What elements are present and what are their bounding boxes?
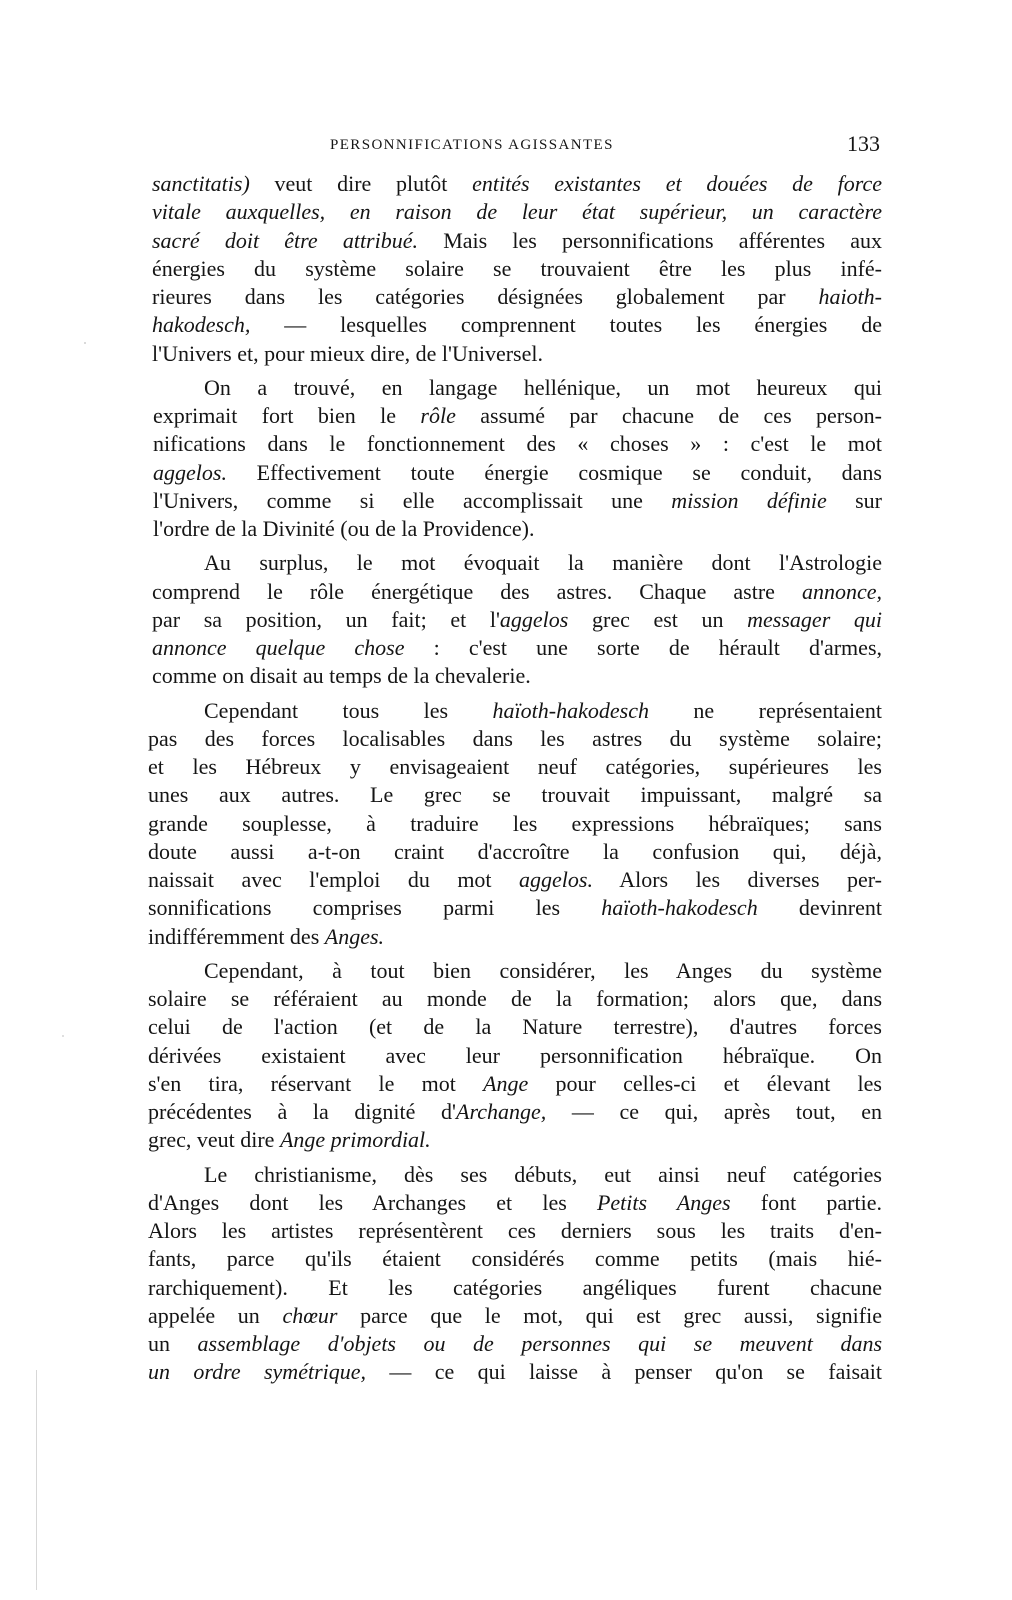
- text-span: et les Hébreux y envisageaient neuf catégories, supérieures les: [148, 754, 882, 779]
- text-line: [148, 923, 882, 951]
- text-span: — ce qui, après tout, en: [546, 1099, 882, 1124]
- text-span: devinrent: [757, 895, 882, 921]
- text-span-italic: annonce quelque chose: [152, 635, 405, 660]
- text-line: [148, 1098, 882, 1126]
- text-line: [152, 578, 882, 606]
- text-line: [152, 606, 882, 634]
- text-line: [153, 487, 882, 515]
- text-line: [148, 1013, 882, 1041]
- text-span-italic: Ange: [483, 1070, 529, 1096]
- text-line: [152, 170, 882, 198]
- text-line: [152, 957, 882, 985]
- text-span: — ce qui laisse à penser qu'on se faisait: [366, 1359, 882, 1385]
- text-span: grec est un: [568, 606, 748, 632]
- text-line: [153, 402, 882, 430]
- text-span: comme on disait au temps de la chevalerie.: [152, 663, 531, 689]
- paragraph: [148, 957, 882, 1155]
- text-span: exprimait fort bien le: [153, 403, 421, 428]
- text-line: [152, 549, 882, 577]
- text-span: sonnifications comprises parmi les: [148, 895, 602, 921]
- scan-margin-line: [36, 1370, 37, 1590]
- text-line: [148, 985, 882, 1013]
- text-line: [148, 1358, 882, 1386]
- text-span: font partie.: [730, 1189, 882, 1215]
- page-number: 133: [847, 131, 880, 156]
- text-line: [152, 227, 882, 255]
- text-span-italic: vitale auxquelles, en raison de leur état supérieur, un caractère: [152, 199, 882, 225]
- text-line: [152, 1161, 882, 1189]
- paragraph: [152, 170, 882, 368]
- text-span: indifféremment des: [148, 923, 325, 949]
- paper-speck: [62, 1035, 64, 1037]
- text-line: [152, 283, 882, 311]
- text-line: [152, 198, 882, 226]
- text-line: [148, 838, 882, 866]
- text-span-italic: assemblage d'objets ou de personnes qui se meuvent dans: [197, 1331, 883, 1356]
- text-line: [148, 725, 882, 753]
- text-line: [152, 311, 882, 339]
- text-span: comprend le rôle énergétique des astres. Chaque astre: [152, 578, 802, 604]
- text-span-italic: Anges.: [324, 923, 385, 949]
- text-span-italic: entités existantes et douées de force: [472, 171, 882, 196]
- text-span-italic: aggelos.: [153, 459, 227, 485]
- text-span-italic: Archange,: [456, 1099, 547, 1124]
- text-span: énergies du système solaire se trouvaient être les plus infé-: [152, 255, 882, 281]
- text-line: [148, 866, 882, 894]
- text-span: Le christianisme, dès ses débuts, eut ainsi neuf catégories: [204, 1161, 882, 1187]
- text-span: appelée un: [148, 1302, 283, 1328]
- text-span: Alors les artistes représentèrent ces derniers sous les traits d'en-: [148, 1218, 882, 1243]
- text-span: Mais les personnifications afférentes aux: [418, 227, 882, 253]
- text-span: unes aux autres. Le grec se trouvait impuissant, malgré sa: [148, 782, 882, 808]
- text-line: [148, 1302, 882, 1330]
- text-span: dérivées existaient avec leur personnification hébraïque. On: [148, 1042, 882, 1068]
- text-span-italic: messager qui: [747, 606, 882, 632]
- paper-speck: [84, 342, 86, 344]
- text-line: [152, 697, 882, 725]
- text-span: sur: [826, 487, 883, 513]
- running-header: [150, 132, 886, 160]
- text-span: solaire se référaient au monde de la formation; alors que, dans: [148, 986, 882, 1011]
- text-span: On a trouvé, en langage hellénique, un mot heureux qui: [204, 374, 882, 400]
- text-span-italic: mission définie: [671, 487, 827, 513]
- text-line: [148, 1274, 882, 1302]
- text-span: Cependant tous les: [204, 697, 493, 723]
- paragraph: [148, 1161, 883, 1387]
- text-span: ne représentaient: [648, 697, 882, 723]
- text-span: Alors les diverses per-: [592, 867, 883, 892]
- text-line: [148, 1042, 882, 1070]
- text-span: assumé par chacune de ces person-: [455, 403, 883, 428]
- text-span-italic: Ange primordial.: [279, 1127, 431, 1153]
- text-line: [148, 781, 882, 809]
- text-line: [152, 662, 882, 690]
- text-line: [152, 634, 882, 662]
- text-line: [148, 1189, 882, 1217]
- text-line: [148, 753, 882, 781]
- text-span: : c'est une sorte de hérault d'armes,: [404, 635, 883, 660]
- text-line: [148, 1126, 882, 1154]
- text-span-italic: Petits Anges: [596, 1189, 731, 1215]
- paragraph: [152, 374, 882, 544]
- body-text: [148, 170, 883, 1387]
- text-span: d'Anges dont les Archanges et les: [148, 1189, 597, 1215]
- text-line: [148, 894, 882, 922]
- text-line: [153, 515, 882, 543]
- text-span: un: [148, 1331, 198, 1356]
- text-span: — lesquelles comprennent toutes les énergies de: [250, 312, 882, 338]
- text-span: nifications dans le fonctionnement des « choses » : c'est le mot: [153, 431, 882, 457]
- running-title: PERSONNIFICATIONS AGISSANTES: [330, 137, 614, 153]
- text-span: Cependant, à tout bien considérer, les Anges du système: [204, 957, 882, 983]
- text-span: précédentes à la dignité d': [148, 1099, 457, 1124]
- text-span: Effectivement toute énergie cosmique se conduit, dans: [226, 459, 882, 485]
- text-span-italic: haioth-: [818, 284, 882, 309]
- text-span-italic: aggelos: [499, 606, 569, 632]
- text-span-italic: chœur: [282, 1302, 338, 1328]
- text-span: l'Univers, comme si elle accomplissait une: [153, 487, 672, 513]
- text-span: pour celles-ci et élevant les: [528, 1070, 882, 1096]
- text-span: grec, veut dire: [148, 1127, 280, 1153]
- text-line: [148, 1330, 882, 1358]
- text-span: fants, parce qu'ils étaient considérés comme petits (mais hié-: [148, 1246, 882, 1272]
- text-span: celui de l'action (et de la Nature terrestre), d'autres forces: [148, 1014, 882, 1040]
- text-span-italic: haïoth-hakodesch: [601, 895, 758, 921]
- text-span: pas des forces localisables dans les astres du système solaire;: [148, 725, 882, 751]
- text-span-italic: annonce,: [801, 578, 882, 604]
- text-line: [148, 1070, 882, 1098]
- text-line: [148, 810, 882, 838]
- text-line: [152, 255, 882, 283]
- text-span: parce que le mot, qui est grec aussi, signifie: [337, 1302, 882, 1328]
- text-span-italic: sanctitatis): [152, 171, 250, 196]
- text-line: [152, 340, 882, 368]
- text-line: [153, 459, 882, 487]
- text-span-italic: un ordre symétrique,: [148, 1359, 367, 1385]
- paragraph: [152, 549, 882, 690]
- text-line: [152, 374, 882, 402]
- text-span: doute aussi a-t-on craint d'accroître la confusion qui, déjà,: [148, 838, 882, 864]
- text-span: veut dire plutôt: [249, 171, 473, 196]
- text-span-italic: aggelos.: [519, 867, 593, 892]
- text-span: rarchiquement). Et les catégories angéliques furent chacune: [148, 1274, 882, 1300]
- text-span-italic: haïoth-hakodesch: [492, 697, 649, 723]
- text-span: l'ordre de la Divinité (ou de la Providence).: [153, 516, 535, 541]
- text-span-italic: rôle: [420, 403, 456, 428]
- text-span: rieures dans les catégories désignées globalement par: [152, 284, 819, 309]
- text-span: Au surplus, le mot évoquait la manière dont l'Astrologie: [204, 550, 882, 576]
- text-span: l'Univers et, pour mieux dire, de l'Universel.: [152, 340, 543, 366]
- text-line: [148, 1245, 882, 1273]
- text-span-italic: hakodesch,: [152, 312, 251, 338]
- text-span: naissait avec l'emploi du mot: [148, 867, 520, 892]
- text-span-italic: sacré doit être attribué.: [152, 227, 418, 253]
- paragraph: [148, 697, 883, 951]
- text-line: [148, 1217, 882, 1245]
- text-span: par sa position, un fait; et l': [152, 606, 500, 632]
- text-line: [153, 430, 882, 458]
- text-span: s'en tira, réservant le mot: [148, 1070, 484, 1096]
- text-span: grande souplesse, à traduire les expressions hébraïques; sans: [148, 810, 882, 836]
